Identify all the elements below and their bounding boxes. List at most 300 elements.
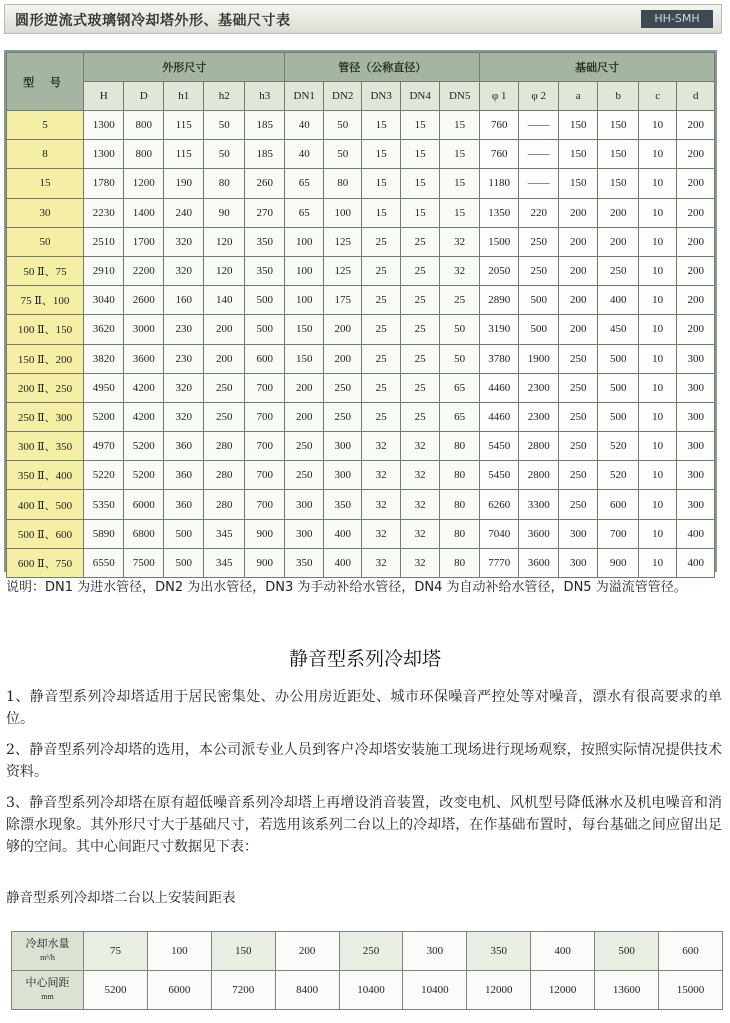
table-cell: 10 (638, 286, 676, 315)
table-cell: 90 (204, 198, 245, 227)
table-cell: 190 (163, 169, 204, 198)
distance-cell: 6000 (147, 971, 211, 1010)
table-cell: 175 (323, 286, 361, 315)
table-cell: 360 (163, 490, 204, 519)
table-cell: 200 (598, 198, 639, 227)
table-cell: 32 (362, 461, 400, 490)
table-cell: 65 (440, 373, 480, 402)
table-cell: 260 (244, 169, 285, 198)
note-text: 说明：DN1 为进水管径，DN2 为出水管径，DN3 为手动补给水管径，DN4 为自动补给水管径，DN5 为溢流管管径。 (6, 580, 687, 595)
distance-label: 中心间距 (25, 977, 70, 989)
table-row (7, 169, 715, 198)
table-cell: 250 (285, 461, 323, 490)
table-cell: 300 (285, 490, 323, 519)
flow-label: 冷却水量 (25, 938, 70, 950)
table-cell: 15 (362, 140, 400, 169)
distance-cell: 12000 (531, 971, 595, 1010)
table-row (7, 373, 715, 402)
table-cell: 80 (440, 548, 480, 577)
distance-cell: 10400 (339, 971, 403, 1010)
spec-table (6, 52, 715, 578)
pipe-header: 管径（公称直径） (285, 53, 479, 82)
header-bar (4, 4, 722, 34)
table-cell: 7040 (479, 519, 519, 548)
header-badge: HH-SMH (641, 10, 713, 28)
table-cell: 50 (440, 344, 480, 373)
table-cell: 250 (519, 256, 559, 285)
table-cell: 50 (323, 111, 361, 140)
table-cell: 40 (285, 111, 323, 140)
table-cell: 200 (204, 315, 245, 344)
table-cell: 80 (440, 519, 480, 548)
table-cell: 300 (323, 461, 361, 490)
table-cell: 150 (285, 315, 323, 344)
model-cell: 100 Ⅱ、150 (7, 315, 84, 344)
flow-cell: 75 (84, 932, 148, 971)
flow-label-cell (12, 932, 84, 971)
table-cell: 185 (244, 140, 285, 169)
table-cell: 3600 (519, 519, 559, 548)
table-cell: 6260 (479, 490, 519, 519)
table-cell: 350 (244, 227, 285, 256)
table-cell: 200 (677, 286, 715, 315)
table-cell: 500 (598, 373, 639, 402)
flow-cell: 600 (659, 932, 723, 971)
table-cell: 32 (400, 548, 440, 577)
model-cell: 50 (7, 227, 84, 256)
table-cell: 150 (598, 111, 639, 140)
table-cell: 3600 (124, 344, 164, 373)
table-row (7, 227, 715, 256)
table-cell: 250 (558, 373, 598, 402)
table-cell: 200 (677, 256, 715, 285)
table-row (7, 140, 715, 169)
flow-cell: 400 (531, 932, 595, 971)
column-header: h2 (204, 82, 245, 111)
table-cell: 6800 (124, 519, 164, 548)
table-cell: 3820 (83, 344, 124, 373)
table-cell: 15 (400, 169, 440, 198)
model-cell: 200 Ⅱ、250 (7, 373, 84, 402)
table-cell: 345 (204, 548, 245, 577)
table-cell: 250 (558, 490, 598, 519)
table-cell: 5890 (83, 519, 124, 548)
table-row (7, 344, 715, 373)
table-cell: 25 (400, 256, 440, 285)
table-cell: 200 (598, 227, 639, 256)
distance-label-cell (12, 971, 84, 1010)
table-cell: 25 (362, 227, 400, 256)
table-cell: 4460 (479, 373, 519, 402)
table-cell: 500 (163, 548, 204, 577)
column-header: φ 2 (519, 82, 559, 111)
table-cell: 160 (163, 286, 204, 315)
table-cell: 250 (558, 432, 598, 461)
table-cell: 25 (400, 315, 440, 344)
table-cell: 7770 (479, 548, 519, 577)
table-cell: 2510 (83, 227, 124, 256)
table-cell: 1900 (519, 344, 559, 373)
column-header: D (124, 82, 164, 111)
table-cell: 150 (598, 169, 639, 198)
table-cell: 270 (244, 198, 285, 227)
table-cell: 115 (163, 140, 204, 169)
table-cell: 320 (163, 256, 204, 285)
table-cell: 80 (204, 169, 245, 198)
table-cell: 4200 (124, 402, 164, 431)
table-cell: 400 (677, 548, 715, 577)
column-header: DN2 (323, 82, 361, 111)
table-cell: 5450 (479, 432, 519, 461)
table-cell: 150 (558, 111, 598, 140)
table-cell: 25 (362, 286, 400, 315)
model-cell: 500 Ⅱ、600 (7, 519, 84, 548)
spec-table-body (7, 111, 715, 578)
table-cell: 80 (323, 169, 361, 198)
column-header: b (598, 82, 639, 111)
flow-cell: 100 (147, 932, 211, 971)
flow-unit: m³/h (40, 953, 55, 962)
table-cell: 700 (244, 373, 285, 402)
table-cell: 500 (519, 315, 559, 344)
paragraph-1: 1、静音型系列冷却塔适用于居民密集处、办公用房近距处、城市环保噪音严控处等对噪音，漂水有很高要求的单位。 (6, 689, 722, 727)
table-cell: 32 (440, 256, 480, 285)
table-cell: 15 (400, 140, 440, 169)
distance-cell: 12000 (467, 971, 531, 1010)
table-cell: 2300 (519, 373, 559, 402)
table-cell: 1180 (479, 169, 519, 198)
table-cell: 200 (677, 227, 715, 256)
column-header: c (638, 82, 676, 111)
model-cell: 400 Ⅱ、500 (7, 490, 84, 519)
table-cell: 300 (677, 402, 715, 431)
distance-cell: 13600 (595, 971, 659, 1010)
column-header: φ 1 (479, 82, 519, 111)
table-cell: 250 (558, 461, 598, 490)
table-cell: 500 (598, 402, 639, 431)
table-cell: 10 (638, 169, 676, 198)
column-header: d (677, 82, 715, 111)
table-cell: 10 (638, 461, 676, 490)
model-cell: 30 (7, 198, 84, 227)
spacing-table-title: 静音型系列冷却塔二台以上安装间距表 (6, 890, 236, 906)
table-cell: 32 (400, 490, 440, 519)
table-cell: 300 (677, 344, 715, 373)
table-cell: 400 (323, 548, 361, 577)
model-cell: 8 (7, 140, 84, 169)
table-cell: 15 (362, 198, 400, 227)
table-cell: 65 (285, 169, 323, 198)
table-cell: 600 (244, 344, 285, 373)
distance-unit: mm (41, 992, 54, 1001)
table-cell: 250 (204, 402, 245, 431)
table-cell: 250 (204, 373, 245, 402)
page-title: 圆形逆流式玻璃钢冷却塔外形、基础尺寸表 (15, 13, 291, 29)
table-cell: 32 (362, 548, 400, 577)
table-cell: 10 (638, 373, 676, 402)
table-cell: 32 (362, 432, 400, 461)
table-cell: 120 (204, 227, 245, 256)
table-cell: 200 (677, 198, 715, 227)
table-row (7, 286, 715, 315)
table-cell: 520 (598, 461, 639, 490)
table-cell: 100 (285, 286, 323, 315)
model-cell: 300 Ⅱ、350 (7, 432, 84, 461)
table-cell: 25 (440, 286, 480, 315)
table-cell: 300 (558, 519, 598, 548)
table-cell: 1400 (124, 198, 164, 227)
table-cell: 600 (598, 490, 639, 519)
table-cell: 520 (598, 432, 639, 461)
table-cell: 25 (362, 402, 400, 431)
model-cell: 600 Ⅱ、750 (7, 548, 84, 577)
table-cell: 230 (163, 315, 204, 344)
column-header: DN3 (362, 82, 400, 111)
table-cell: 7500 (124, 548, 164, 577)
table-cell: 300 (677, 432, 715, 461)
table-cell: 760 (479, 140, 519, 169)
table-cell: 100 (285, 227, 323, 256)
distance-row (12, 971, 723, 1010)
table-cell: 345 (204, 519, 245, 548)
table-cell: 140 (204, 286, 245, 315)
table-cell: 10 (638, 198, 676, 227)
table-cell: 6550 (83, 548, 124, 577)
table-cell: 5220 (83, 461, 124, 490)
table-cell: 80 (440, 461, 480, 490)
table-row (7, 432, 715, 461)
flow-cell: 300 (403, 932, 467, 971)
table-cell: 320 (163, 227, 204, 256)
table-cell: 25 (400, 227, 440, 256)
table-cell: 150 (598, 140, 639, 169)
table-cell: 3300 (519, 490, 559, 519)
table-cell: 15 (400, 111, 440, 140)
table-cell: 280 (204, 432, 245, 461)
table-cell: 200 (558, 256, 598, 285)
table-cell: 250 (558, 344, 598, 373)
column-header: DN4 (400, 82, 440, 111)
table-cell: 3190 (479, 315, 519, 344)
paragraph-3: 3、静音型系列冷却塔在原有超低噪音系列冷却塔上再增设消音装置，改变电机、风机型号降低淋水及机电噪音和消除漂水现象。其外形尺寸大于基础尺寸，若选用该系列二台以上的冷却塔，在作基础布置时，每台基础之间应留出足够的空间。其中心间距尺寸数据见下表： (6, 795, 722, 855)
table-cell: 220 (519, 198, 559, 227)
table-cell: 1700 (124, 227, 164, 256)
table-cell: 25 (362, 256, 400, 285)
distance-cell: 10400 (403, 971, 467, 1010)
table-cell: 32 (400, 519, 440, 548)
table-cell: 25 (400, 344, 440, 373)
table-cell: 400 (677, 519, 715, 548)
column-header: h1 (163, 82, 204, 111)
table-cell: —— (519, 169, 559, 198)
table-cell: 25 (400, 402, 440, 431)
table-cell: 2050 (479, 256, 519, 285)
table-cell: 15 (440, 140, 480, 169)
table-cell: 40 (285, 140, 323, 169)
base-header: 基础尺寸 (479, 53, 714, 82)
table-cell: 1500 (479, 227, 519, 256)
table-cell: 5350 (83, 490, 124, 519)
table-cell: 250 (598, 256, 639, 285)
table-cell: 800 (124, 140, 164, 169)
distance-cell: 5200 (84, 971, 148, 1010)
table-cell: 200 (677, 169, 715, 198)
table-row (7, 548, 715, 577)
distance-cell: 8400 (275, 971, 339, 1010)
table-cell: 300 (677, 490, 715, 519)
table-cell: 1300 (83, 111, 124, 140)
model-cell: 150 Ⅱ、200 (7, 344, 84, 373)
table-cell: 50 (323, 140, 361, 169)
table-cell: 400 (323, 519, 361, 548)
table-cell: 240 (163, 198, 204, 227)
table-cell: 200 (558, 198, 598, 227)
table-cell: 1300 (83, 140, 124, 169)
model-cell: 75 Ⅱ、100 (7, 286, 84, 315)
table-cell: 700 (244, 402, 285, 431)
table-cell: 6000 (124, 490, 164, 519)
table-cell: 32 (362, 519, 400, 548)
table-cell: 360 (163, 461, 204, 490)
table-row (7, 490, 715, 519)
table-cell: 25 (362, 344, 400, 373)
table-cell: 32 (440, 227, 480, 256)
table-cell: 115 (163, 111, 204, 140)
table-cell: 300 (285, 519, 323, 548)
table-cell: 4970 (83, 432, 124, 461)
table-cell: 500 (244, 286, 285, 315)
column-header: H (83, 82, 124, 111)
table-cell: 900 (598, 548, 639, 577)
table-cell: 350 (323, 490, 361, 519)
table-cell: 10 (638, 227, 676, 256)
table-cell: 3620 (83, 315, 124, 344)
table-cell: 15 (362, 111, 400, 140)
table-cell: 700 (598, 519, 639, 548)
model-cell: 5 (7, 111, 84, 140)
table-cell: 200 (558, 315, 598, 344)
table-cell: 200 (558, 227, 598, 256)
table-cell: 25 (362, 315, 400, 344)
table-row (7, 256, 715, 285)
table-cell: 200 (677, 140, 715, 169)
table-row (7, 402, 715, 431)
flow-cell: 350 (467, 932, 531, 971)
column-header-row (7, 82, 715, 111)
flow-cell: 200 (275, 932, 339, 971)
model-cell: 250 Ⅱ、300 (7, 402, 84, 431)
table-cell: 32 (362, 490, 400, 519)
table-cell: 2800 (519, 432, 559, 461)
table-cell: 200 (677, 315, 715, 344)
table-cell: 125 (323, 256, 361, 285)
table-cell: 10 (638, 140, 676, 169)
table-cell: 10 (638, 256, 676, 285)
table-cell: 10 (638, 519, 676, 548)
table-cell: 900 (244, 519, 285, 548)
column-header: h3 (244, 82, 285, 111)
table-cell: 300 (323, 432, 361, 461)
table-cell: 10 (638, 490, 676, 519)
table-cell: 230 (163, 344, 204, 373)
table-cell: 320 (163, 402, 204, 431)
table-cell: 4950 (83, 373, 124, 402)
table-cell: 450 (598, 315, 639, 344)
table-cell: 3600 (519, 548, 559, 577)
column-header: DN5 (440, 82, 480, 111)
flow-row (12, 932, 723, 971)
table-cell: 15 (440, 169, 480, 198)
table-cell: 300 (558, 548, 598, 577)
table-cell: 250 (323, 402, 361, 431)
column-header: a (558, 82, 598, 111)
outline-header: 外形尺寸 (83, 53, 285, 82)
table-cell: 25 (400, 286, 440, 315)
model-cell: 50 Ⅱ、75 (7, 256, 84, 285)
table-cell: 200 (677, 111, 715, 140)
distance-cell: 15000 (659, 971, 723, 1010)
table-row (7, 461, 715, 490)
table-cell: 50 (204, 111, 245, 140)
table-cell: 2600 (124, 286, 164, 315)
flow-cell: 150 (211, 932, 275, 971)
table-cell: 2230 (83, 198, 124, 227)
section-title: 静音型系列冷却塔 (288, 648, 441, 670)
table-cell: —— (519, 111, 559, 140)
table-cell: 300 (677, 461, 715, 490)
table-cell: 350 (285, 548, 323, 577)
table-cell: 5200 (124, 432, 164, 461)
table-cell: 500 (519, 286, 559, 315)
table-cell: 800 (124, 111, 164, 140)
table-cell: 900 (244, 548, 285, 577)
table-cell: 4200 (124, 373, 164, 402)
table-cell: 200 (285, 373, 323, 402)
table-row (7, 315, 715, 344)
table-cell: 360 (163, 432, 204, 461)
model-cell: 350 Ⅱ、400 (7, 461, 84, 490)
model-cell: 15 (7, 169, 84, 198)
table-cell: 50 (204, 140, 245, 169)
paragraph-2: 2、静音型系列冷却塔的选用，本公司派专业人员到客户冷却塔安装施工现场进行现场观察，按照实际情况提供技术资料。 (6, 742, 722, 780)
table-cell: 2300 (519, 402, 559, 431)
table-cell: 250 (285, 432, 323, 461)
table-cell: 280 (204, 461, 245, 490)
table-cell: 320 (163, 373, 204, 402)
table-cell: 15 (362, 169, 400, 198)
table-cell: 15 (400, 198, 440, 227)
spacing-table (11, 931, 723, 1010)
table-cell: 4460 (479, 402, 519, 431)
table-cell: 10 (638, 548, 676, 577)
table-cell: 5200 (124, 461, 164, 490)
table-cell: 250 (323, 373, 361, 402)
table-cell: 5450 (479, 461, 519, 490)
table-cell: 120 (204, 256, 245, 285)
model-header: 型 号 (7, 53, 84, 111)
table-cell: 10 (638, 315, 676, 344)
table-cell: 1200 (124, 169, 164, 198)
table-cell: 32 (400, 432, 440, 461)
table-cell: 700 (244, 461, 285, 490)
table-cell: 3780 (479, 344, 519, 373)
table-row (7, 198, 715, 227)
flow-cell: 500 (595, 932, 659, 971)
table-cell: 2200 (124, 256, 164, 285)
table-cell: 700 (244, 432, 285, 461)
table-cell: 5200 (83, 402, 124, 431)
table-cell: 150 (558, 169, 598, 198)
